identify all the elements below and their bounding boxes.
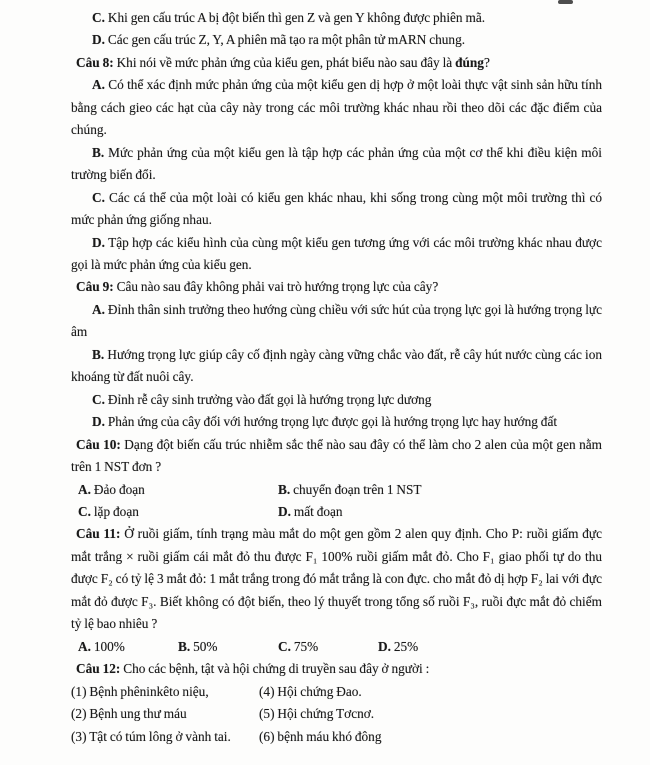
question-9 bbox=[71, 276, 602, 298]
bold-label: D. bbox=[92, 234, 105, 250]
text-run: (1) Bệnh phêninkêto niệu, bbox=[71, 683, 209, 699]
question-8 bbox=[71, 52, 602, 74]
bold-label: D. bbox=[92, 32, 105, 48]
question-10-options-row-2 bbox=[71, 501, 602, 523]
question-10 bbox=[71, 434, 602, 479]
text-run: (2) Bệnh ung thư máu bbox=[71, 706, 187, 722]
question-8-option-d bbox=[71, 232, 602, 277]
row-cell bbox=[71, 726, 259, 748]
bold-label: B. bbox=[178, 638, 191, 654]
bold-label: D. bbox=[278, 503, 291, 519]
question-8-option-a bbox=[71, 74, 602, 141]
bold-label: Câu 10: bbox=[76, 436, 121, 452]
text-run: Đỉnh rễ cây sinh trưởng vào đất gọi là hướng trọng lực dương bbox=[104, 391, 432, 407]
question-12-list-row-1 bbox=[71, 681, 602, 703]
row-cell bbox=[259, 703, 602, 725]
text-run: chuyển đoạn trên 1 NST bbox=[290, 481, 422, 497]
text-run: Cho các bệnh, tật và hội chứng di truyền sau đây ở người : bbox=[120, 661, 430, 677]
text-run: Đỉnh thân sinh trưởng theo hướng cùng chiều với sức hút của trọng lực gọi là hướng trọng lực âm bbox=[71, 301, 602, 340]
bold-label: B. bbox=[278, 481, 291, 497]
text-run: Đảo đoạn bbox=[90, 481, 145, 497]
text-run: 75% bbox=[290, 638, 319, 654]
question-11 bbox=[71, 523, 602, 635]
question-12-list-row-2 bbox=[71, 703, 602, 725]
question-12-list-row-3 bbox=[71, 726, 602, 748]
bold-label: A. bbox=[78, 638, 91, 654]
question-8-option-b bbox=[71, 142, 602, 187]
question-11-answers-row bbox=[71, 636, 602, 658]
text-run: Hướng trọng lực giúp cây cố định ngày càng vững chắc vào đất, rễ cây hút nước cùng các ion khoáng từ đất nuôi cây. bbox=[71, 346, 602, 385]
text-run: Có thể xác định mức phản ứng của một kiểu gen dị hợp ở một loài thực vật sinh sản hữu tính bằng cách gieo các hạt của cây này trong các môi trường khác nhau rồi theo dõi các đặc điểm của chúng. bbox=[71, 77, 602, 138]
bold-label: C. bbox=[92, 189, 105, 205]
row-cell bbox=[78, 501, 278, 523]
bold-label: C. bbox=[92, 10, 105, 25]
text-run: mất đoạn bbox=[290, 503, 343, 519]
text-run: 100% bbox=[90, 638, 125, 654]
text-run: 50% bbox=[190, 638, 218, 654]
bold-label: B. bbox=[92, 346, 105, 362]
bold-label: đúng bbox=[455, 54, 484, 70]
text-run: (5) Hội chứng Tơcnơ. bbox=[259, 706, 375, 722]
text-run: Ở ruồi giấm, tính trạng màu mắt do một gen gồm 2 alen quy định. Cho P: ruồi giấm đực mắt trắng × ruồi giấm cái mắt đỏ thu được F₁ 100% ruồi giấm mắt đỏ. Cho F₁ giao phối tự do thu được F₂ có tỷ lệ 3 mắt đỏ: 1 mắt trắng trong đó mắt trắng là con đực. cho mắt đỏ dị hợp F₂ lai với đực mắt đỏ được F₃. Biết không có đột biến, theo lý thuyết trong tổng số ruồi F₃, ruồi đực mắt đỏ chiếm tỷ lệ bao nhiêu ? bbox=[71, 526, 602, 632]
bold-label: Câu 8: bbox=[76, 54, 114, 70]
option-d-prev-question bbox=[71, 29, 602, 51]
row-cell bbox=[378, 636, 602, 658]
bold-label: Câu 12: bbox=[76, 661, 121, 677]
bold-label: D. bbox=[378, 638, 391, 654]
bold-label: A. bbox=[92, 301, 105, 317]
row-cell bbox=[71, 703, 259, 725]
text-run: Tập hợp các kiểu hình của cùng một kiểu gen tương ứng với các môi trường khác nhau được gọi là mức phản ứng của kiểu gen. bbox=[71, 234, 602, 272]
bold-label: D. bbox=[92, 414, 105, 430]
bold-label: C. bbox=[278, 638, 291, 654]
question-9-option-a bbox=[71, 299, 602, 344]
bold-label: B. bbox=[92, 144, 105, 160]
row-cell bbox=[278, 479, 602, 501]
text-run: Câu nào sau đây không phải vai trò hướng trọng lực của cây? bbox=[113, 279, 439, 295]
text-run: 25% bbox=[390, 638, 419, 654]
text-run: (6) bệnh máu khó đông bbox=[259, 728, 382, 744]
row-cell bbox=[278, 636, 378, 658]
text-run: Các gen cấu trúc Z, Y, A phiên mã tạo ra một phân tử mARN chung. bbox=[104, 32, 466, 48]
text-run: ? bbox=[483, 54, 490, 70]
bold-label: A. bbox=[92, 77, 105, 93]
text-run: lặp đoạn bbox=[90, 503, 139, 519]
text-run: Các cá thể của một loài có kiểu gen khác nhau, khi sống trong cùng một môi trường thì có mức phản ứng giống nhau. bbox=[71, 189, 602, 228]
text-run: Dạng đột biến cấu trúc nhiễm sắc thể nào sau đây có thể làm cho 2 alen của một gen nằm trên 1 NST đơn ? bbox=[71, 436, 602, 475]
row-cell bbox=[78, 479, 278, 501]
text-run: Mức phản ứng của một kiểu gen là tập hợp các phản ứng của một cơ thể khi điều kiện môi trường biến đổi. bbox=[71, 144, 602, 183]
row-cell bbox=[259, 726, 602, 748]
row-cell bbox=[278, 501, 602, 523]
question-9-option-c bbox=[71, 389, 602, 411]
scan-artifact-speck bbox=[558, 0, 573, 4]
text-run: (3) Tật có túm lông ở vành tai. bbox=[71, 728, 231, 744]
bold-label: Câu 11: bbox=[76, 526, 121, 542]
text-run: Khi nói về mức phản ứng của kiểu gen, phát biểu nào sau đây là bbox=[113, 54, 456, 70]
question-8-option-c bbox=[71, 187, 602, 232]
question-9-option-d bbox=[71, 411, 602, 433]
text-run: Khi gen cấu trúc A bị đột biến thì gen Z và gen Y không được phiên mã. bbox=[104, 10, 486, 25]
question-9-option-b bbox=[71, 344, 602, 389]
bold-label: C. bbox=[78, 503, 91, 519]
row-cell bbox=[78, 636, 178, 658]
question-12 bbox=[71, 658, 602, 680]
bold-label: C. bbox=[92, 391, 105, 407]
bold-label: Câu 9: bbox=[76, 279, 114, 295]
question-10-options-row-1 bbox=[71, 479, 602, 501]
text-run: Phản ứng của cây đối với hướng trọng lực được gọi là hướng trọng lực hay hướng đất bbox=[104, 414, 558, 430]
row-cell bbox=[259, 681, 602, 703]
text-run: (4) Hội chứng Đao. bbox=[259, 683, 362, 699]
bold-label: A. bbox=[78, 481, 91, 497]
option-c-prev-question bbox=[71, 7, 602, 29]
row-cell bbox=[178, 636, 278, 658]
row-cell bbox=[71, 681, 259, 703]
